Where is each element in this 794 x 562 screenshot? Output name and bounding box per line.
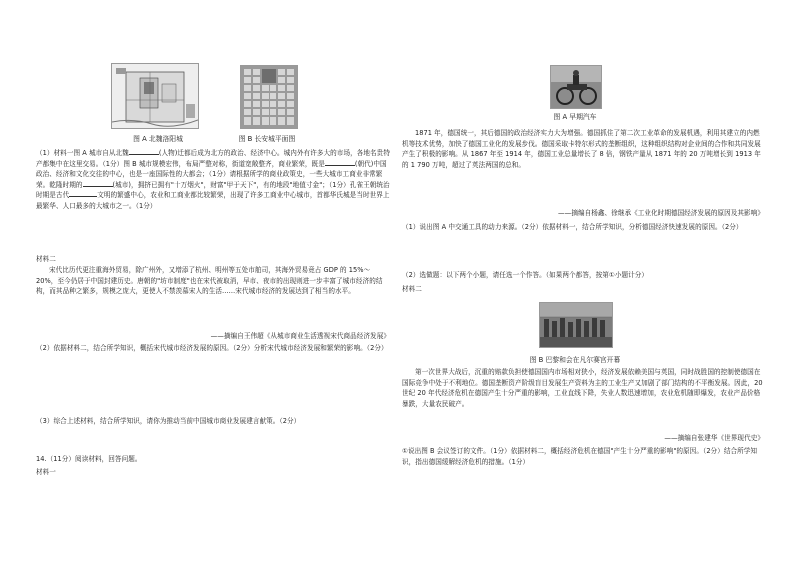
blank-civilization[interactable] xyxy=(69,190,97,197)
q-sub-right: ①说出图 B 会议签订的文件。（1分）依据材料二，概括经济危机在德国"产生十分严重的影响"的原因。（2分）结合所学知识，指出德国缓解经济危机的措施。（1分） xyxy=(402,447,758,466)
blank-person[interactable] xyxy=(129,148,159,155)
fig-b-caption-right: 图 B 巴黎和会在凡尔赛宫开幕 xyxy=(529,356,621,364)
para2: 第一次世界大战后，沉重的赔款负担使德国国内市场相对狭小，经济发展依赖美国与英国，同时战胜国的控制使德国在国际竞争中处于不利地位。德国垄断资产阶级盲目发展生产资料为主的工业生产又加剧了部门结构的不平衡发展。因此，20 世纪 20 年代经济危机在德国产生十分严重的影响，工业直线下降，失业人数迅速增加，农业危机随即爆发，农业产品价格暴跌，大量农民破产。 xyxy=(402,368,763,408)
changan-plan-figure xyxy=(240,65,298,129)
para1: 1871 年，德国统一，其后德国的政治经济实力大为增强。德国抓住了第二次工业革命的发展机遇，利用其建立的内燃机等技术优势，加快了德国工业化的发展步伐。德国采取卡特尔形式的垄断组织，这种组织结构对企业间的合作和共同发展产生了积极的影响。从 1867 年至 1914 年，德国工业总量增长了 8 倍，钢铁产量从 1871 年的 20 万吨增长到 1913 年的 1 790 万吨，超过了英法两国的总和。 xyxy=(402,129,761,169)
fig-b-caption: 图 B 长安城平面图 xyxy=(238,135,296,143)
q1-text-5: 文明的繁盛中心，农业和工商业都比较繁荣，出现了许多工商业中心城市，首都华氏城是当时世界上最繁华、人口最多的大城市之一。（1分） xyxy=(36,191,390,210)
material2-body: 宋代比历代更注重海外贸易，除广州外，又增添了杭州、明州等五处市舶司，其海外贸易竟占 GDP 的 15%～20%，至今仍居于中国封建历史。唐朝的"坊市制度"也在宋代被取消，早市、夜市的出现则进一步丰富了城市经济的结构，而其品种之繁多，规模之庞大，更使人不禁羡慕宋人的生活……宋代城市经济的发展达到了相当的水平。 xyxy=(36,266,383,296)
q1-text-2: (人物)迁都后成为北方的政治、经济中心。城内外有许多大的市场，各地名贵特产都集中在这里交易。（1分）图 B 城市规模宏伟，布局严整对称，街道宽敞整齐，商业繁荣，既是 xyxy=(36,149,390,168)
blank-dynasty[interactable] xyxy=(325,159,355,166)
paris-conference-photo xyxy=(539,302,613,348)
fig-a-caption-right: 图 A 早期汽车 xyxy=(553,113,597,121)
q1-text-1: （1）材料一图 A 城市自从北魏 xyxy=(36,149,129,157)
q1-text-4: (城市)，拥挤已拥有"十万烟火"，财富"甲于天下"，有的地段"地值寸金"；（1分）孔雀王朝统治时期是古代 xyxy=(36,180,390,200)
luoyang-map-figure xyxy=(111,63,199,129)
q1-text-3: (朝代)中国政治、经济和文化交往的中心，也是一座国际性的大都会；（1分）请根据所学的商业政策史，一些大城市工商业非常繁荣。乾隆时期的 xyxy=(36,159,387,189)
material2-source: ——摘编自王伟超《从城市商业生活透视宋代商品经济发展》 xyxy=(210,332,390,340)
material2-label: 材料二 xyxy=(36,255,56,263)
q1-paragraph xyxy=(36,148,390,212)
q3-text: （3）综合上述材料，结合所学知识，请你为推动当前中国城市商业发展建言献策。（2分） xyxy=(36,417,301,425)
blank-city[interactable] xyxy=(83,180,113,187)
fig-a-caption: 图 A 北魏洛阳城 xyxy=(133,135,183,143)
source2: ——摘编自张建华《世界现代史》 xyxy=(664,434,764,442)
source1: ——摘编自杨鑫、徐继承《工业化时期德国经济发展的原因及其影响》 xyxy=(558,209,764,217)
q2-right: （2）选做题：以下两个小题，请任选一个作答。（如果两个都答，按第①小题计分） xyxy=(402,271,649,279)
q14-text: 14.（11分）阅读材料，回答问题。 xyxy=(36,455,142,463)
q2-text: （2）依据材料二，结合所学知识，概括宋代城市经济发展的原因。（2分）分析宋代城市经济发展和繁荣的影响。（2分） xyxy=(36,344,388,352)
q1-right: （1）说出图 A 中交通工具的动力来源。（2分）依据材料一，结合所学知识，分析德国经济快速发展的原因。（2分） xyxy=(402,223,743,231)
material1-label: 材料一 xyxy=(36,468,56,476)
material2-label-right: 材料二 xyxy=(402,285,422,293)
early-car-photo xyxy=(550,65,602,109)
